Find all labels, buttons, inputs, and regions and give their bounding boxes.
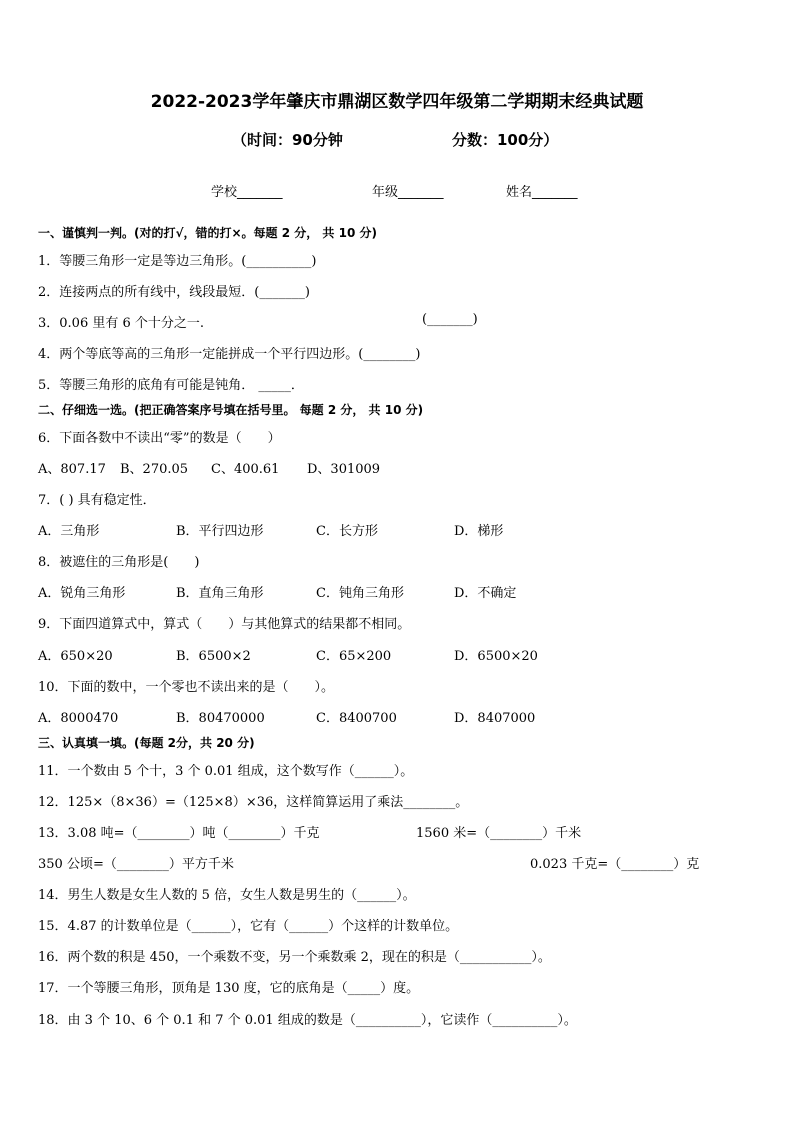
- grade-field: 年级_______: [372, 185, 444, 200]
- question-14: 14．男生人数是女生人数的 5 倍，女生人数是男生的（______）。: [38, 888, 416, 903]
- question-5: 5．等腰三角形的底角有可能是钝角． _____．: [38, 378, 304, 393]
- q9-option-b: B．6500×2: [176, 649, 251, 664]
- question-13-part-4: 0.023 千克=（________）克: [530, 857, 700, 872]
- q7-option-a: A．三角形: [38, 524, 100, 539]
- question-9: 9．下面四道算式中，算式（ ）与其他算式的结果都不相同。: [38, 617, 411, 632]
- q9-option-c: C．65×200: [316, 649, 392, 664]
- q6-option-d: D、301009: [307, 462, 381, 477]
- question-3-answer: (_______): [422, 312, 478, 327]
- question-11: 11．一个数由 5 个十，3 个 0.01 组成，这个数写作（______）。: [38, 764, 414, 779]
- exam-title: 2022-2023学年肇庆市鼎湖区数学四年级第二学期期末经典试题: [150, 92, 644, 112]
- q9-option-a: A．650×20: [38, 649, 113, 664]
- question-13-part-1: 13．3.08 吨=（________）吨（________）千克: [38, 826, 320, 841]
- question-10: 10．下面的数中，一个零也不读出来的是（ ）。: [38, 680, 335, 695]
- q10-option-d: D．8407000: [454, 711, 536, 726]
- question-6: 6．下面各数中不读出“零”的数是（ ）: [38, 431, 281, 446]
- question-13-part-3: 350 公顷=（________）平方千米: [38, 857, 234, 872]
- q6-option-c: C、400.61: [211, 462, 280, 477]
- question-16: 16．两个数的积是 450，一个乘数不变，另一个乘数乘 2，现在的积是（___________）。: [38, 950, 551, 965]
- question-7: 7．( ) 具有稳定性．: [38, 493, 156, 508]
- question-15: 15．4.87 的计数单位是（______），它有（______）个这样的计数单位。: [38, 919, 459, 934]
- question-3: 3．0.06 里有 6 个十分之一.: [38, 316, 205, 331]
- section-3-heading: 三、认真填一填。(每题 2分，共 20 分): [38, 736, 255, 750]
- q8-option-c: C．钝角三角形: [316, 586, 404, 601]
- q7-option-b: B．平行四边形: [176, 524, 264, 539]
- q10-option-a: A．8000470: [38, 711, 119, 726]
- school-field: 学校_______: [211, 185, 283, 200]
- q8-option-a: A．锐角三角形: [38, 586, 126, 601]
- name-field: 姓名_______: [506, 185, 578, 200]
- question-18: 18．由 3 个 10、6 个 0.1 和 7 个 0.01 组成的数是（__________），它读作（__________）。: [38, 1013, 577, 1028]
- q8-option-d: D．不确定: [454, 586, 517, 601]
- section-1-heading: 一、谨慎判一判。(对的打√，错的打×。每题 2 分， 共 10 分): [38, 226, 377, 240]
- section-2-heading: 二、仔细选一选。(把正确答案序号填在括号里。 每题 2 分， 共 10 分): [38, 403, 424, 417]
- question-8: 8．被遮住的三角形是( ): [38, 555, 200, 570]
- question-2: 2．连接两点的所有线中，线段最短．(_______): [38, 285, 310, 300]
- q9-option-d: D．6500×20: [454, 649, 538, 664]
- question-12: 12．125×（8×36）=（125×8）×36，这样简算运用了乘法________。: [38, 795, 469, 810]
- question-17: 17．一个等腰三角形，顶角是 130 度，它的底角是（_____）度。: [38, 981, 420, 996]
- q7-option-c: C．长方形: [316, 524, 378, 539]
- q6-option-b: B、270.05: [120, 462, 189, 477]
- q8-option-b: B．直角三角形: [176, 586, 264, 601]
- question-13-part-2: 1560 米=（________）千米: [416, 826, 582, 841]
- exam-score: 分数：100分）: [452, 131, 559, 149]
- q7-option-d: D．梯形: [454, 524, 504, 539]
- q6-option-a: A、807.17: [38, 462, 106, 477]
- q10-option-b: B．80470000: [176, 711, 265, 726]
- exam-time: （时间：90分钟: [232, 131, 343, 149]
- question-1: 1．等腰三角形一定是等边三角形。(__________): [38, 254, 317, 269]
- q10-option-c: C．8400700: [316, 711, 397, 726]
- question-4: 4．两个等底等高的三角形一定能拼成一个平行四边形。(________): [38, 347, 421, 362]
